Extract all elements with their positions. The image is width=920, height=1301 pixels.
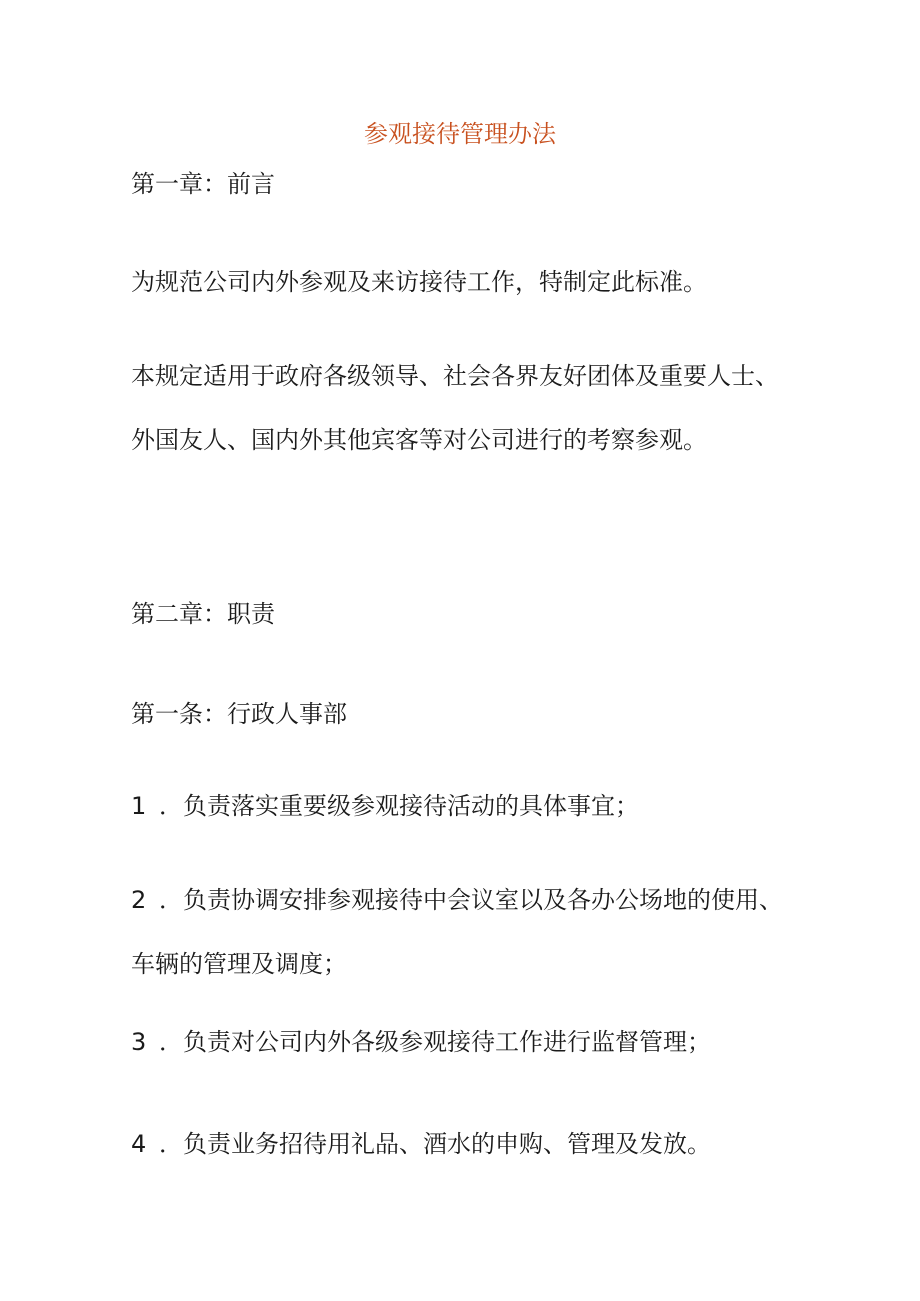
chapter1-heading: 第一章：前言 bbox=[131, 170, 275, 198]
list-item-number: 4 bbox=[131, 1130, 147, 1158]
list-item bbox=[131, 782, 811, 830]
list-item bbox=[131, 868, 801, 996]
list-item-number: 3 bbox=[131, 1028, 147, 1056]
list-item-text: ．负责协调安排参观接待中会议室以及各办公场地的使用、车辆的管理及调度； bbox=[131, 886, 783, 978]
list-item-number: 1 bbox=[131, 792, 147, 820]
list-item-number: 2 bbox=[131, 886, 147, 914]
list-item-text: ．负责业务招待用礼品、酒水的申购、管理及发放。 bbox=[159, 1130, 711, 1158]
list-item bbox=[131, 1120, 811, 1168]
document-title: 参观接待管理办法 bbox=[364, 120, 556, 148]
article1-heading: 第一条：行政人事部 bbox=[131, 700, 347, 728]
list-item-text: ．负责落实重要级参观接待活动的具体事宜； bbox=[159, 792, 639, 820]
chapter1-paragraph-2: 本规定适用于政府各级领导、社会各界友好团体及重要人士、外国友人、国内外其他宾客等对公司进行的考察参观。 bbox=[131, 362, 779, 454]
chapter2-heading: 第二章：职责 bbox=[131, 600, 275, 628]
list-item bbox=[131, 1018, 811, 1066]
chapter1-paragraph-1: 为规范公司内外参观及来访接待工作，特制定此标准。 bbox=[131, 268, 707, 296]
list-item-text: ．负责对公司内外各级参观接待工作进行监督管理； bbox=[159, 1028, 711, 1056]
